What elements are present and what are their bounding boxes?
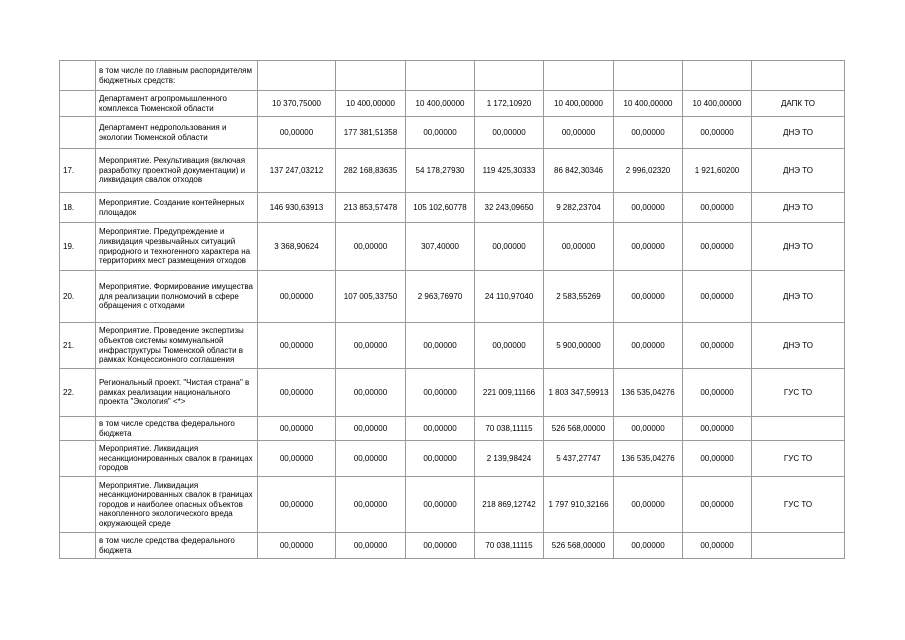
value-cell: 119 425,30333 <box>475 149 544 193</box>
table-row <box>60 441 845 477</box>
responsible-cell <box>752 533 845 559</box>
row-number <box>60 533 96 559</box>
value-cell: 00,00000 <box>336 369 406 417</box>
value-cell: 00,00000 <box>406 417 475 441</box>
value-cell: 00,00000 <box>683 417 752 441</box>
row-name: Мероприятие. Предупреждение и ликвидация чрезвычайных ситуаций природного и техногенного характера на территориях мест размещения отходов <box>96 223 258 271</box>
responsible-cell: ДНЭ ТО <box>752 193 845 223</box>
value-cell: 00,00000 <box>336 417 406 441</box>
value-cell: 1 172,10920 <box>475 91 544 117</box>
row-name: Департамент недропользования и экологии Тюменской области <box>96 117 258 149</box>
value-cell: 10 400,00000 <box>544 91 614 117</box>
row-name: Мероприятие. Создание контейнерных площадок <box>96 193 258 223</box>
row-number: 19. <box>60 223 96 271</box>
value-cell: 10 400,00000 <box>406 91 475 117</box>
budget-table <box>59 60 845 559</box>
value-cell: 00,00000 <box>336 533 406 559</box>
table-row <box>60 369 845 417</box>
value-cell: 00,00000 <box>683 193 752 223</box>
value-cell: 136 535,04276 <box>614 441 683 477</box>
value-cell: 32 243,09650 <box>475 193 544 223</box>
row-number <box>60 417 96 441</box>
row-name: Региональный проект. "Чистая страна" в рамках реализации национального проекта "Экология" <*> <box>96 369 258 417</box>
value-cell: 00,00000 <box>336 477 406 533</box>
value-cell: 00,00000 <box>406 369 475 417</box>
value-cell: 526 568,00000 <box>544 533 614 559</box>
value-cell: 00,00000 <box>258 441 336 477</box>
row-number <box>60 91 96 117</box>
row-name: Мероприятие. Рекультивация (включая разработку проектной документации) и ликвидация свалок отходов <box>96 149 258 193</box>
value-cell: 00,00000 <box>475 223 544 271</box>
table-row <box>60 61 845 91</box>
value-cell: 00,00000 <box>258 533 336 559</box>
value-cell <box>614 61 683 91</box>
value-cell: 00,00000 <box>336 223 406 271</box>
row-number <box>60 441 96 477</box>
value-cell: 00,00000 <box>336 441 406 477</box>
table-row <box>60 323 845 369</box>
table-row <box>60 149 845 193</box>
value-cell: 526 568,00000 <box>544 417 614 441</box>
row-number: 22. <box>60 369 96 417</box>
value-cell: 00,00000 <box>683 441 752 477</box>
row-name: Мероприятие. Проведение экспертизы объектов системы коммунальной инфраструктуры Тюменской области в рамках Концессионного соглашения <box>96 323 258 369</box>
value-cell: 105 102,60778 <box>406 193 475 223</box>
value-cell: 2 996,02320 <box>614 149 683 193</box>
value-cell: 00,00000 <box>475 323 544 369</box>
value-cell: 00,00000 <box>406 323 475 369</box>
responsible-cell <box>752 417 845 441</box>
value-cell: 54 178,27930 <box>406 149 475 193</box>
value-cell: 00,00000 <box>614 223 683 271</box>
value-cell: 00,00000 <box>683 369 752 417</box>
value-cell: 2 139,98424 <box>475 441 544 477</box>
row-name: в том числе средства федерального бюджета <box>96 533 258 559</box>
value-cell: 24 110,97040 <box>475 271 544 323</box>
value-cell: 1 921,60200 <box>683 149 752 193</box>
value-cell: 00,00000 <box>614 477 683 533</box>
value-cell: 00,00000 <box>258 477 336 533</box>
value-cell: 00,00000 <box>614 117 683 149</box>
value-cell: 00,00000 <box>683 117 752 149</box>
value-cell: 00,00000 <box>683 477 752 533</box>
value-cell: 9 282,23704 <box>544 193 614 223</box>
value-cell: 86 842,30346 <box>544 149 614 193</box>
value-cell: 00,00000 <box>258 271 336 323</box>
value-cell: 70 038,11115 <box>475 417 544 441</box>
value-cell: 213 853,57478 <box>336 193 406 223</box>
value-cell: 00,00000 <box>406 441 475 477</box>
responsible-cell: ДНЭ ТО <box>752 149 845 193</box>
value-cell: 00,00000 <box>406 533 475 559</box>
row-name: Мероприятие. Ликвидация несанкционированных свалок в границах городов и наиболее опасных объектов накопленного экологического вреда окружающей среде <box>96 477 258 533</box>
value-cell: 136 535,04276 <box>614 369 683 417</box>
row-name: Мероприятие. Ликвидация несанкционированных свалок в границах городов <box>96 441 258 477</box>
value-cell: 5 437,27747 <box>544 441 614 477</box>
value-cell: 00,00000 <box>614 533 683 559</box>
value-cell <box>475 61 544 91</box>
value-cell <box>336 61 406 91</box>
table-row <box>60 271 845 323</box>
value-cell: 10 400,00000 <box>614 91 683 117</box>
value-cell: 282 168,83635 <box>336 149 406 193</box>
value-cell: 00,00000 <box>406 477 475 533</box>
row-number: 17. <box>60 149 96 193</box>
row-number: 20. <box>60 271 96 323</box>
row-name: Департамент агропромышленного комплекса Тюменской области <box>96 91 258 117</box>
responsible-cell: ДАПК ТО <box>752 91 845 117</box>
responsible-cell: ДНЭ ТО <box>752 323 845 369</box>
row-number: 21. <box>60 323 96 369</box>
value-cell: 00,00000 <box>258 117 336 149</box>
value-cell: 146 930,63913 <box>258 193 336 223</box>
responsible-cell: ДНЭ ТО <box>752 271 845 323</box>
responsible-cell: ДНЭ ТО <box>752 117 845 149</box>
row-number: 18. <box>60 193 96 223</box>
row-name: в том числе по главным распорядителям бюджетных средств: <box>96 61 258 91</box>
table-row <box>60 477 845 533</box>
value-cell: 00,00000 <box>614 193 683 223</box>
value-cell: 218 869,12742 <box>475 477 544 533</box>
value-cell <box>406 61 475 91</box>
value-cell: 5 900,00000 <box>544 323 614 369</box>
value-cell: 00,00000 <box>683 533 752 559</box>
responsible-cell: ДНЭ ТО <box>752 223 845 271</box>
value-cell: 10 370,75000 <box>258 91 336 117</box>
row-number <box>60 117 96 149</box>
row-number <box>60 477 96 533</box>
value-cell <box>683 61 752 91</box>
value-cell: 70 038,11115 <box>475 533 544 559</box>
value-cell: 00,00000 <box>258 369 336 417</box>
value-cell: 1 797 910,32166 <box>544 477 614 533</box>
value-cell: 2 963,76970 <box>406 271 475 323</box>
table-row <box>60 533 845 559</box>
value-cell: 00,00000 <box>406 117 475 149</box>
responsible-cell <box>752 61 845 91</box>
value-cell: 177 381,51358 <box>336 117 406 149</box>
value-cell: 107 005,33750 <box>336 271 406 323</box>
value-cell: 2 583,55269 <box>544 271 614 323</box>
value-cell: 1 803 347,59913 <box>544 369 614 417</box>
value-cell: 137 247,03212 <box>258 149 336 193</box>
responsible-cell: ГУС ТО <box>752 477 845 533</box>
value-cell: 307,40000 <box>406 223 475 271</box>
value-cell <box>258 61 336 91</box>
responsible-cell: ГУС ТО <box>752 441 845 477</box>
value-cell: 00,00000 <box>683 271 752 323</box>
value-cell: 221 009,11166 <box>475 369 544 417</box>
value-cell <box>544 61 614 91</box>
table-row <box>60 117 845 149</box>
table-row <box>60 417 845 441</box>
table-row <box>60 223 845 271</box>
value-cell: 00,00000 <box>683 323 752 369</box>
value-cell: 10 400,00000 <box>683 91 752 117</box>
value-cell: 00,00000 <box>683 223 752 271</box>
value-cell: 3 368,90624 <box>258 223 336 271</box>
row-number <box>60 61 96 91</box>
value-cell: 10 400,00000 <box>336 91 406 117</box>
value-cell: 00,00000 <box>614 417 683 441</box>
value-cell: 00,00000 <box>258 323 336 369</box>
value-cell: 00,00000 <box>544 223 614 271</box>
value-cell: 00,00000 <box>475 117 544 149</box>
value-cell: 00,00000 <box>258 417 336 441</box>
table-row <box>60 193 845 223</box>
value-cell: 00,00000 <box>614 323 683 369</box>
row-name: в том числе средства федерального бюджета <box>96 417 258 441</box>
table-row <box>60 91 845 117</box>
value-cell: 00,00000 <box>544 117 614 149</box>
row-name: Мероприятие. Формирование имущества для реализации полномочий в сфере обращения с отходами <box>96 271 258 323</box>
value-cell: 00,00000 <box>336 323 406 369</box>
table-body <box>60 61 845 559</box>
value-cell: 00,00000 <box>614 271 683 323</box>
responsible-cell: ГУС ТО <box>752 369 845 417</box>
